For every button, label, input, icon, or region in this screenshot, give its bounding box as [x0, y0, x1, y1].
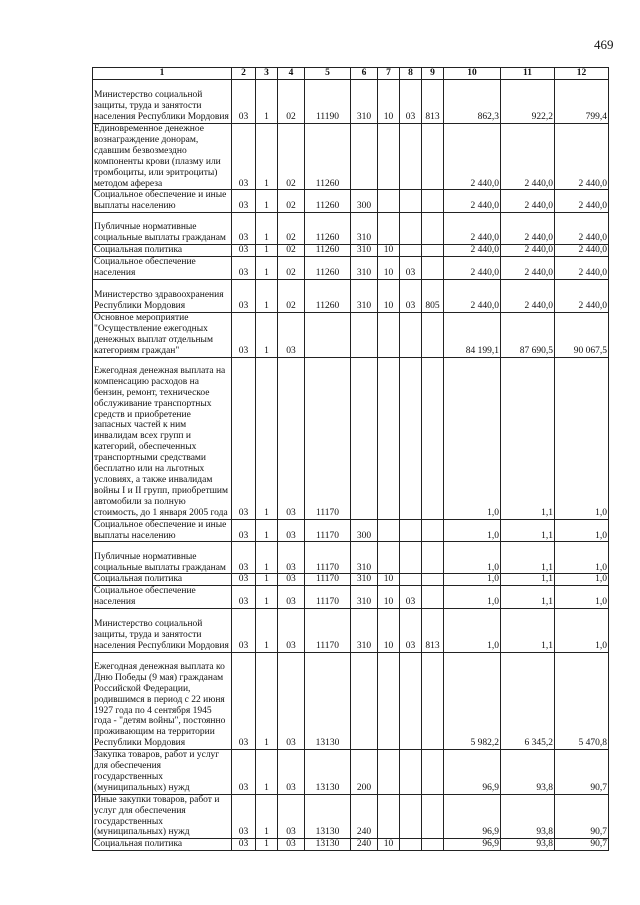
column-header-3: 3 — [256, 68, 278, 80]
cell-col-11: 1,1 — [501, 586, 555, 609]
cell-col-7 — [378, 312, 400, 357]
cell-col-3: 1 — [256, 357, 278, 519]
row-name-cell: Социальное обеспечение и иные выплаты населению — [93, 519, 232, 542]
cell-col-11: 1,1 — [501, 357, 555, 519]
cell-col-12: 1,0 — [555, 542, 609, 574]
cell-col-4: 02 — [278, 190, 305, 213]
table-row — [93, 279, 609, 312]
row-name-cell: Публичные нормативные социальные выплаты гражданам — [93, 542, 232, 574]
cell-col-11: 2 440,0 — [501, 190, 555, 213]
cell-col-8 — [400, 750, 422, 795]
cell-col-4: 02 — [278, 257, 305, 280]
cell-col-11: 6 345,2 — [501, 653, 555, 750]
cell-col-3: 1 — [256, 245, 278, 257]
cell-col-5: 11170 — [305, 574, 351, 586]
table-row — [93, 312, 609, 357]
cell-col-10: 5 982,2 — [444, 653, 501, 750]
cell-col-5: 13130 — [305, 653, 351, 750]
cell-col-4: 03 — [278, 653, 305, 750]
cell-col-10: 862,3 — [444, 80, 501, 124]
cell-col-11: 93,8 — [501, 794, 555, 839]
cell-col-4: 03 — [278, 794, 305, 839]
cell-col-4: 02 — [278, 80, 305, 124]
cell-col-2: 03 — [232, 312, 256, 357]
cell-col-5: 11190 — [305, 80, 351, 124]
cell-col-6: 310 — [351, 586, 378, 609]
cell-col-11: 87 690,5 — [501, 312, 555, 357]
column-header-5: 5 — [305, 68, 351, 80]
cell-col-4: 03 — [278, 839, 305, 851]
cell-col-7 — [378, 750, 400, 795]
cell-col-9 — [422, 794, 444, 839]
cell-col-8: 03 — [400, 279, 422, 312]
cell-col-2: 03 — [232, 213, 256, 245]
row-name-cell: Иные закупки товаров, работ и услуг для обеспечения государственных (муниципальных) нужд — [93, 794, 232, 839]
column-header-8: 8 — [400, 68, 422, 80]
cell-col-8: 03 — [400, 586, 422, 609]
cell-col-7: 10 — [378, 80, 400, 124]
cell-col-9: 805 — [422, 279, 444, 312]
cell-col-11: 2 440,0 — [501, 245, 555, 257]
cell-col-2: 03 — [232, 257, 256, 280]
cell-col-2: 03 — [232, 609, 256, 653]
cell-col-8 — [400, 519, 422, 542]
cell-col-2: 03 — [232, 542, 256, 574]
cell-col-9 — [422, 542, 444, 574]
cell-col-2: 03 — [232, 750, 256, 795]
row-name-cell: Ежегодная денежная выплата на компенсацию расходов на бензин, ремонт, техническое обслуживание транспортных средств и приобретение запасных частей к ним инвалидам всех групп и категорий, обеспеченных транспортными средствами бесплатно или на льготных условиях, а также инвалидам войны I и II групп, приобретшим автомобили за полную стоимость, до 1 января 2005 года — [93, 357, 232, 519]
cell-col-5: 11170 — [305, 519, 351, 542]
row-name-cell: Социальная политика — [93, 245, 232, 257]
cell-col-7 — [378, 542, 400, 574]
cell-col-10: 1,0 — [444, 574, 501, 586]
cell-col-4: 02 — [278, 245, 305, 257]
cell-col-12: 799,4 — [555, 80, 609, 124]
cell-col-7: 10 — [378, 839, 400, 851]
cell-col-6: 310 — [351, 279, 378, 312]
cell-col-6: 310 — [351, 80, 378, 124]
cell-col-12: 1,0 — [555, 609, 609, 653]
cell-col-6 — [351, 653, 378, 750]
cell-col-4: 03 — [278, 609, 305, 653]
cell-col-2: 03 — [232, 574, 256, 586]
cell-col-11: 2 440,0 — [501, 124, 555, 190]
cell-col-10: 1,0 — [444, 542, 501, 574]
table-row — [93, 750, 609, 795]
cell-col-8 — [400, 653, 422, 750]
cell-col-5: 11260 — [305, 279, 351, 312]
cell-col-7: 10 — [378, 609, 400, 653]
cell-col-6: 310 — [351, 542, 378, 574]
row-name-cell: Министерство здравоохранения Республики Мордовия — [93, 279, 232, 312]
cell-col-8 — [400, 124, 422, 190]
table-row — [93, 839, 609, 851]
cell-col-5: 13130 — [305, 839, 351, 851]
cell-col-6: 240 — [351, 839, 378, 851]
cell-col-4: 03 — [278, 574, 305, 586]
cell-col-12: 90,7 — [555, 839, 609, 851]
cell-col-3: 1 — [256, 124, 278, 190]
cell-col-3: 1 — [256, 312, 278, 357]
cell-col-12: 1,0 — [555, 574, 609, 586]
column-header-7: 7 — [378, 68, 400, 80]
cell-col-8 — [400, 574, 422, 586]
cell-col-5: 13130 — [305, 794, 351, 839]
cell-col-5: 11260 — [305, 190, 351, 213]
cell-col-7 — [378, 213, 400, 245]
table-row — [93, 124, 609, 190]
cell-col-9 — [422, 586, 444, 609]
cell-col-7 — [378, 357, 400, 519]
cell-col-3: 1 — [256, 213, 278, 245]
cell-col-2: 03 — [232, 586, 256, 609]
column-header-12: 12 — [555, 68, 609, 80]
cell-col-4: 02 — [278, 213, 305, 245]
cell-col-9 — [422, 839, 444, 851]
cell-col-10: 1,0 — [444, 609, 501, 653]
cell-col-10: 2 440,0 — [444, 190, 501, 213]
cell-col-7 — [378, 124, 400, 190]
cell-col-8 — [400, 245, 422, 257]
cell-col-2: 03 — [232, 839, 256, 851]
cell-col-7 — [378, 190, 400, 213]
cell-col-12: 2 440,0 — [555, 190, 609, 213]
header-row — [93, 68, 609, 80]
cell-col-2: 03 — [232, 124, 256, 190]
cell-col-6: 310 — [351, 245, 378, 257]
table-row — [93, 213, 609, 245]
cell-col-8: 03 — [400, 257, 422, 280]
column-header-9: 9 — [422, 68, 444, 80]
cell-col-12: 1,0 — [555, 357, 609, 519]
cell-col-10: 1,0 — [444, 357, 501, 519]
cell-col-5: 11170 — [305, 357, 351, 519]
cell-col-9 — [422, 190, 444, 213]
cell-col-7: 10 — [378, 257, 400, 280]
cell-col-6: 310 — [351, 609, 378, 653]
cell-col-7 — [378, 794, 400, 839]
row-name-cell: Основное мероприятие "Осуществление ежегодных денежных выплат отдельным категориям граждан" — [93, 312, 232, 357]
cell-col-10: 96,9 — [444, 839, 501, 851]
table-row — [93, 190, 609, 213]
cell-col-3: 1 — [256, 257, 278, 280]
cell-col-4: 03 — [278, 312, 305, 357]
row-name-cell: Социальное обеспечение и иные выплаты населению — [93, 190, 232, 213]
cell-col-6: 300 — [351, 519, 378, 542]
cell-col-3: 1 — [256, 519, 278, 542]
cell-col-12: 2 440,0 — [555, 124, 609, 190]
cell-col-11: 93,8 — [501, 839, 555, 851]
cell-col-11: 1,1 — [501, 519, 555, 542]
cell-col-3: 1 — [256, 574, 278, 586]
cell-col-2: 03 — [232, 245, 256, 257]
cell-col-9 — [422, 245, 444, 257]
table-row — [93, 519, 609, 542]
row-name-cell: Социальное обеспечение населения — [93, 586, 232, 609]
cell-col-9 — [422, 124, 444, 190]
cell-col-8 — [400, 839, 422, 851]
cell-col-3: 1 — [256, 794, 278, 839]
cell-col-11: 2 440,0 — [501, 257, 555, 280]
cell-col-12: 1,0 — [555, 519, 609, 542]
cell-col-12: 1,0 — [555, 586, 609, 609]
table-row — [93, 80, 609, 124]
cell-col-6: 310 — [351, 574, 378, 586]
cell-col-4: 03 — [278, 519, 305, 542]
cell-col-3: 1 — [256, 190, 278, 213]
cell-col-12: 2 440,0 — [555, 257, 609, 280]
cell-col-3: 1 — [256, 839, 278, 851]
cell-col-3: 1 — [256, 279, 278, 312]
row-name-cell: Социальная политика — [93, 574, 232, 586]
cell-col-5: 11260 — [305, 245, 351, 257]
cell-col-2: 03 — [232, 357, 256, 519]
cell-col-10: 2 440,0 — [444, 213, 501, 245]
cell-col-6 — [351, 357, 378, 519]
table-row — [93, 245, 609, 257]
cell-col-3: 1 — [256, 586, 278, 609]
cell-col-7: 10 — [378, 279, 400, 312]
cell-col-9: 813 — [422, 80, 444, 124]
cell-col-12: 90,7 — [555, 750, 609, 795]
cell-col-8 — [400, 794, 422, 839]
cell-col-2: 03 — [232, 190, 256, 213]
cell-col-6: 300 — [351, 190, 378, 213]
column-header-10: 10 — [444, 68, 501, 80]
cell-col-9 — [422, 574, 444, 586]
cell-col-7 — [378, 653, 400, 750]
cell-col-3: 1 — [256, 609, 278, 653]
cell-col-2: 03 — [232, 279, 256, 312]
cell-col-2: 03 — [232, 653, 256, 750]
cell-col-5 — [305, 312, 351, 357]
cell-col-9 — [422, 750, 444, 795]
cell-col-3: 1 — [256, 653, 278, 750]
table-row — [93, 357, 609, 519]
cell-col-4: 02 — [278, 124, 305, 190]
cell-col-10: 1,0 — [444, 586, 501, 609]
table-row — [93, 609, 609, 653]
table-row — [93, 794, 609, 839]
cell-col-10: 1,0 — [444, 519, 501, 542]
table-row — [93, 574, 609, 586]
row-name-cell: Министерство социальной защиты, труда и занятости населения Республики Мордовия — [93, 80, 232, 124]
table-row — [93, 542, 609, 574]
cell-col-12: 2 440,0 — [555, 245, 609, 257]
cell-col-3: 1 — [256, 542, 278, 574]
column-header-1: 1 — [93, 68, 232, 80]
cell-col-5: 11260 — [305, 213, 351, 245]
cell-col-12: 90,7 — [555, 794, 609, 839]
row-name-cell: Закупка товаров, работ и услуг для обеспечения государственных (муниципальных) нужд — [93, 750, 232, 795]
cell-col-9 — [422, 519, 444, 542]
cell-col-2: 03 — [232, 794, 256, 839]
cell-col-5: 11260 — [305, 257, 351, 280]
cell-col-9 — [422, 653, 444, 750]
column-header-2: 2 — [232, 68, 256, 80]
cell-col-10: 2 440,0 — [444, 279, 501, 312]
cell-col-10: 96,9 — [444, 750, 501, 795]
row-name-cell: Публичные нормативные социальные выплаты гражданам — [93, 213, 232, 245]
cell-col-7: 10 — [378, 586, 400, 609]
cell-col-5: 11170 — [305, 609, 351, 653]
cell-col-5: 11170 — [305, 586, 351, 609]
table-row — [93, 257, 609, 280]
cell-col-8: 03 — [400, 80, 422, 124]
cell-col-6 — [351, 312, 378, 357]
row-name-cell: Ежегодная денежная выплата ко Дню Победы (9 мая) гражданам Российской Федерации, родившимся в период с 22 июня 1927 года по 4 сентября 1945 года - "детям войны", постоянно проживающим на территории Республики Мордовия — [93, 653, 232, 750]
cell-col-11: 922,2 — [501, 80, 555, 124]
cell-col-12: 2 440,0 — [555, 213, 609, 245]
cell-col-10: 84 199,1 — [444, 312, 501, 357]
cell-col-12: 5 470,8 — [555, 653, 609, 750]
cell-col-6 — [351, 124, 378, 190]
cell-col-10: 2 440,0 — [444, 245, 501, 257]
table-row — [93, 586, 609, 609]
cell-col-6: 240 — [351, 794, 378, 839]
cell-col-4: 02 — [278, 279, 305, 312]
table-row — [93, 653, 609, 750]
row-name-cell: Министерство социальной защиты, труда и занятости населения Республики Мордовия — [93, 609, 232, 653]
cell-col-11: 2 440,0 — [501, 279, 555, 312]
cell-col-8 — [400, 213, 422, 245]
cell-col-9: 813 — [422, 609, 444, 653]
cell-col-7: 10 — [378, 245, 400, 257]
row-name-cell: Социальная политика — [93, 839, 232, 851]
cell-col-11: 2 440,0 — [501, 213, 555, 245]
cell-col-8 — [400, 312, 422, 357]
cell-col-8 — [400, 357, 422, 519]
cell-col-4: 03 — [278, 542, 305, 574]
cell-col-4: 03 — [278, 357, 305, 519]
cell-col-11: 1,1 — [501, 574, 555, 586]
cell-col-11: 93,8 — [501, 750, 555, 795]
cell-col-5: 11170 — [305, 542, 351, 574]
cell-col-10: 2 440,0 — [444, 257, 501, 280]
column-header-11: 11 — [501, 68, 555, 80]
cell-col-2: 03 — [232, 80, 256, 124]
cell-col-6: 310 — [351, 213, 378, 245]
column-header-6: 6 — [351, 68, 378, 80]
cell-col-8 — [400, 542, 422, 574]
cell-col-9 — [422, 357, 444, 519]
cell-col-7 — [378, 519, 400, 542]
cell-col-9 — [422, 312, 444, 357]
cell-col-8: 03 — [400, 609, 422, 653]
row-name-cell: Социальное обеспечение населения — [93, 257, 232, 280]
row-name-cell: Единовременное денежное вознаграждение донорам, сдавшим безвозмездно компоненты крови (плазму или тромбоциты, или эритроциты) методом афереза — [93, 124, 232, 190]
cell-col-11: 1,1 — [501, 609, 555, 653]
cell-col-9 — [422, 257, 444, 280]
cell-col-2: 03 — [232, 519, 256, 542]
cell-col-9 — [422, 213, 444, 245]
column-header-4: 4 — [278, 68, 305, 80]
cell-col-7: 10 — [378, 574, 400, 586]
cell-col-11: 1,1 — [501, 542, 555, 574]
budget-table — [92, 67, 609, 851]
cell-col-12: 90 067,5 — [555, 312, 609, 357]
cell-col-6: 310 — [351, 257, 378, 280]
cell-col-8 — [400, 190, 422, 213]
cell-col-12: 2 440,0 — [555, 279, 609, 312]
cell-col-5: 13130 — [305, 750, 351, 795]
cell-col-10: 96,9 — [444, 794, 501, 839]
cell-col-6: 200 — [351, 750, 378, 795]
cell-col-3: 1 — [256, 750, 278, 795]
cell-col-4: 03 — [278, 750, 305, 795]
cell-col-4: 03 — [278, 586, 305, 609]
page-number: 469 — [594, 37, 614, 52]
cell-col-3: 1 — [256, 80, 278, 124]
cell-col-10: 2 440,0 — [444, 124, 501, 190]
cell-col-5: 11260 — [305, 124, 351, 190]
